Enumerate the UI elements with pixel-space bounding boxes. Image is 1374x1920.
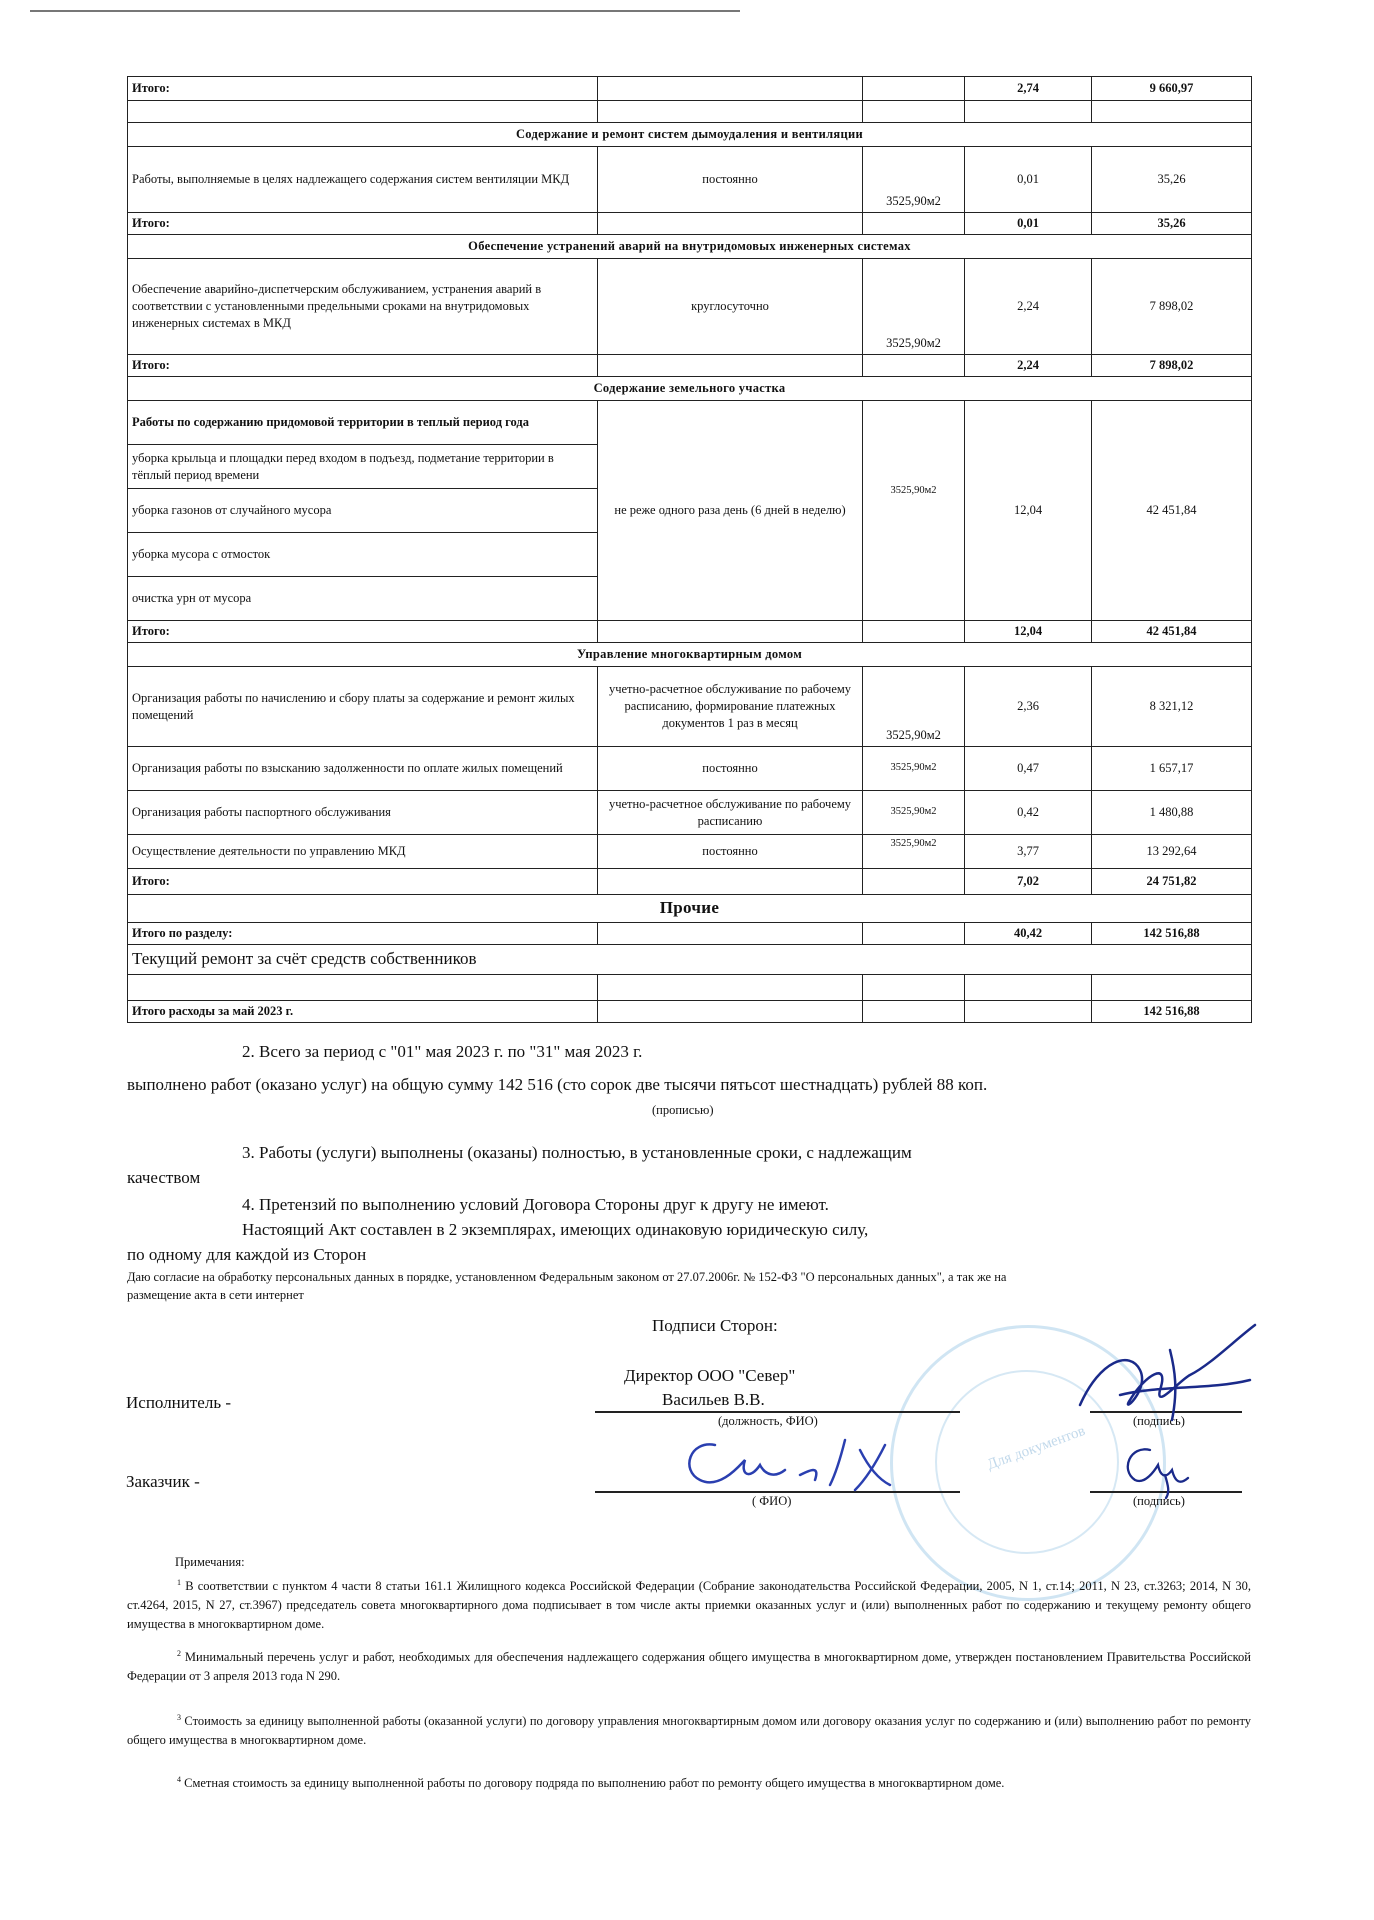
- land-sum: 42 451,84: [1092, 401, 1252, 621]
- note-3-mark: 3: [177, 1713, 181, 1722]
- work-area: 3525,90м2: [863, 791, 965, 835]
- work-area: 3525,90м2: [863, 667, 965, 747]
- work-area: 3525,90м2: [863, 835, 965, 869]
- work-sum: 13 292,64: [1092, 835, 1252, 869]
- executor-signature-icon: [1060, 1320, 1280, 1430]
- final-sum: 142 516,88: [1092, 1000, 1252, 1022]
- customer-sign-mark-icon: [1110, 1440, 1200, 1500]
- land-period: не реже одного раза день (6 дней в неделю): [598, 401, 863, 621]
- table-row: [128, 835, 1252, 869]
- table-row: [128, 101, 1252, 123]
- work-rate: 2,24: [965, 259, 1092, 355]
- work-period: постоянно: [598, 747, 863, 791]
- land-item: уборка газонов от случайного мусора: [128, 489, 598, 533]
- note-2-text: Минимальный перечень услуг и работ, необходимых для обеспечения надлежащего содержания общего имущества в многоквартирном доме, утвержден постановлением Правительства Российской Федерации от 3 апреля 2013 года N 290.: [127, 1650, 1251, 1683]
- table-row: [128, 401, 1252, 445]
- note-1: [127, 1577, 1251, 1633]
- table-row: [128, 77, 1252, 101]
- table-row: [128, 791, 1252, 835]
- table-row: [128, 944, 1252, 974]
- paragraph-3a: 3. Работы (услуги) выполнены (оказаны) полностью, в установленные сроки, с надлежащим: [242, 1143, 912, 1162]
- razdel-sum: 142 516,88: [1092, 922, 1252, 944]
- table-row: [128, 147, 1252, 213]
- services-table: [127, 76, 1252, 1023]
- paragraph-4: 4. Претензий по выполнению условий Договора Стороны друг к другу не имеют.: [242, 1195, 829, 1214]
- executor-sign-caption: (подпись): [1133, 1414, 1185, 1428]
- executor-caption: (должность, ФИО): [718, 1414, 818, 1428]
- section-title: Прочие: [128, 895, 1252, 923]
- customer-label: Заказчик -: [126, 1472, 200, 1491]
- work-period: постоянно: [598, 147, 863, 213]
- stamp-text: Для документов: [985, 1422, 1088, 1474]
- section-title: Обеспечение устранений аварий на внутридомовых инженерных системах: [128, 235, 1252, 259]
- work-sum: 1 480,88: [1092, 791, 1252, 835]
- land-item: очистка урн от мусора: [128, 577, 598, 621]
- total-sum: 9 660,97: [1092, 77, 1252, 101]
- customer-caption: ( ФИО): [752, 1494, 792, 1508]
- total-sum: 42 451,84: [1092, 621, 1252, 643]
- executor-name-line: [595, 1411, 960, 1413]
- work-rate: 0,01: [965, 147, 1092, 213]
- land-rate: 12,04: [965, 401, 1092, 621]
- work-label: Обеспечение аварийно-диспетчерским обслуживанием, устранения аварий в соответствии с установленными предельными сроками на внутридомовых инженерных системах в МКД: [128, 259, 598, 355]
- executor-position: Директор ООО "Север": [624, 1366, 796, 1385]
- work-rate: 2,36: [965, 667, 1092, 747]
- work-rate: 3,77: [965, 835, 1092, 869]
- work-sum: 7 898,02: [1092, 259, 1252, 355]
- section-row: [128, 895, 1252, 923]
- paragraph-2b: выполнено работ (оказано услуг) на общую сумму 142 516 (сто сорок две тысячи пятьсот шестнадцать) рублей 88 коп.: [127, 1075, 988, 1094]
- note-1-text: В соответствии с пунктом 4 части 8 статьи 161.1 Жилищного кодекса Российской Федерации (Собрание законодательства Российской Федерации, 2005, N 1, ст.14; 2011, N 23, ст.3263; 2014, N 30, ст.4264, 2015, N 27, ст.3967) председатель совета многоквартирного дома подписывает в том числе акты приемки оказанных услуг и (или) выполненных работ по содержанию и текущему ремонту общего имущества в многоквартирном доме.: [127, 1579, 1252, 1631]
- total-rate: 2,74: [965, 77, 1092, 101]
- total-label: Итого:: [128, 77, 598, 101]
- total-sum: 7 898,02: [1092, 355, 1252, 377]
- work-sum: 8 321,12: [1092, 667, 1252, 747]
- work-period: учетно-расчетное обслуживание по рабочему расписанию, формирование платежных документов 1 раз в месяц: [598, 667, 863, 747]
- note-4-mark: 4: [177, 1775, 181, 1784]
- consent-line-2: размещение акта в сети интернет: [127, 1288, 304, 1302]
- total-sum: 24 751,82: [1092, 869, 1252, 895]
- customer-signature-icon: [670, 1430, 930, 1500]
- work-sum: 1 657,17: [1092, 747, 1252, 791]
- total-rate: 12,04: [965, 621, 1092, 643]
- note-2-mark: 2: [177, 1649, 181, 1658]
- section-title: Управление многоквартирным домом: [128, 643, 1252, 667]
- work-rate: 0,47: [965, 747, 1092, 791]
- table-row: [128, 213, 1252, 235]
- table-row: [128, 667, 1252, 747]
- land-item: уборка мусора с отмосток: [128, 533, 598, 577]
- table-row: [128, 621, 1252, 643]
- table-row: [128, 869, 1252, 895]
- section-title: Содержание земельного участка: [128, 377, 1252, 401]
- note-3: [127, 1712, 1251, 1750]
- table-row: [128, 974, 1252, 1000]
- executor-label: Исполнитель -: [126, 1393, 231, 1412]
- note-3-text: Стоимость за единицу выполненной работы (оказанной услуги) по договору управления многоквартирным домом или договору оказания услуг по содержанию и (или) выполнению работ по ремонту общего имущества в многоквартирном доме.: [127, 1714, 1251, 1747]
- top-scan-line: [30, 10, 740, 12]
- section-row: [128, 643, 1252, 667]
- note-2: [127, 1648, 1251, 1686]
- final-label: Итого расходы за май 2023 г.: [128, 1000, 598, 1022]
- note-1-mark: 1: [177, 1578, 181, 1587]
- work-label: Организация работы по взысканию задолженности по оплате жилых помещений: [128, 747, 598, 791]
- repair-label: Текущий ремонт за счёт средств собственников: [128, 944, 1252, 974]
- table-row: [128, 922, 1252, 944]
- land-area: 3525,90м2: [863, 401, 965, 621]
- notes-title: Примечания:: [175, 1555, 245, 1569]
- section-row: [128, 123, 1252, 147]
- work-rate: 0,42: [965, 791, 1092, 835]
- table-row: [128, 747, 1252, 791]
- consent-line-1: Даю согласие на обработку персональных данных в порядке, установленном Федеральным законом от 27.07.2006г. № 152-ФЗ "О персональных данных", а так же на: [127, 1270, 1007, 1284]
- total-label: Итого:: [128, 213, 598, 235]
- section-row: [128, 377, 1252, 401]
- land-header: Работы по содержанию придомовой территории в теплый период года: [128, 401, 598, 445]
- section-row: [128, 235, 1252, 259]
- propis-caption: (прописью): [652, 1103, 714, 1117]
- razdel-rate: 40,42: [965, 922, 1092, 944]
- work-period: учетно-расчетное обслуживание по рабочему расписанию: [598, 791, 863, 835]
- note-4-text: Сметная стоимость за единицу выполненной работы по договору подряда по выполнению работ по ремонту общего имущества в многоквартирном доме.: [184, 1776, 1005, 1791]
- work-period: постоянно: [598, 835, 863, 869]
- work-area: 3525,90м2: [863, 259, 965, 355]
- total-rate: 2,24: [965, 355, 1092, 377]
- paragraph-5a: Настоящий Акт составлен в 2 экземплярах, имеющих одинаковую юридическую силу,: [242, 1220, 869, 1239]
- total-rate: 0,01: [965, 213, 1092, 235]
- total-label: Итого:: [128, 621, 598, 643]
- total-label: Итого:: [128, 355, 598, 377]
- table-row: [128, 1000, 1252, 1022]
- work-period: круглосуточно: [598, 259, 863, 355]
- total-label: Итого:: [128, 869, 598, 895]
- total-sum: 35,26: [1092, 213, 1252, 235]
- paragraph-3b: качеством: [127, 1168, 201, 1187]
- total-rate: 7,02: [965, 869, 1092, 895]
- paragraph-2a: 2. Всего за период с "01" мая 2023 г. по "31" мая 2023 г.: [242, 1042, 643, 1061]
- work-area: 3525,90м2: [863, 147, 965, 213]
- executor-name: Васильев В.В.: [662, 1390, 765, 1409]
- work-label: Осуществление деятельности по управлению МКД: [128, 835, 598, 869]
- table-row: [128, 355, 1252, 377]
- land-item: уборка крыльца и площадки перед входом в подъезд, подметание территории в тёплый период времени: [128, 445, 598, 489]
- work-area: 3525,90м2: [863, 747, 965, 791]
- note-4: [127, 1774, 1251, 1793]
- work-label: Организация работы паспортного обслуживания: [128, 791, 598, 835]
- razdel-label: Итого по разделу:: [128, 922, 598, 944]
- table-row: [128, 259, 1252, 355]
- work-sum: 35,26: [1092, 147, 1252, 213]
- paragraph-5b: по одному для каждой из Сторон: [127, 1245, 367, 1264]
- customer-sign-caption: (подпись): [1133, 1494, 1185, 1508]
- section-title: Содержание и ремонт систем дымоудаления и вентиляции: [128, 123, 1252, 147]
- signatures-title: Подписи Сторон:: [652, 1316, 778, 1335]
- work-label: Организация работы по начислению и сбору платы за содержание и ремонт жилых помещений: [128, 667, 598, 747]
- work-label: Работы, выполняемые в целях надлежащего содержания систем вентиляции МКД: [128, 147, 598, 213]
